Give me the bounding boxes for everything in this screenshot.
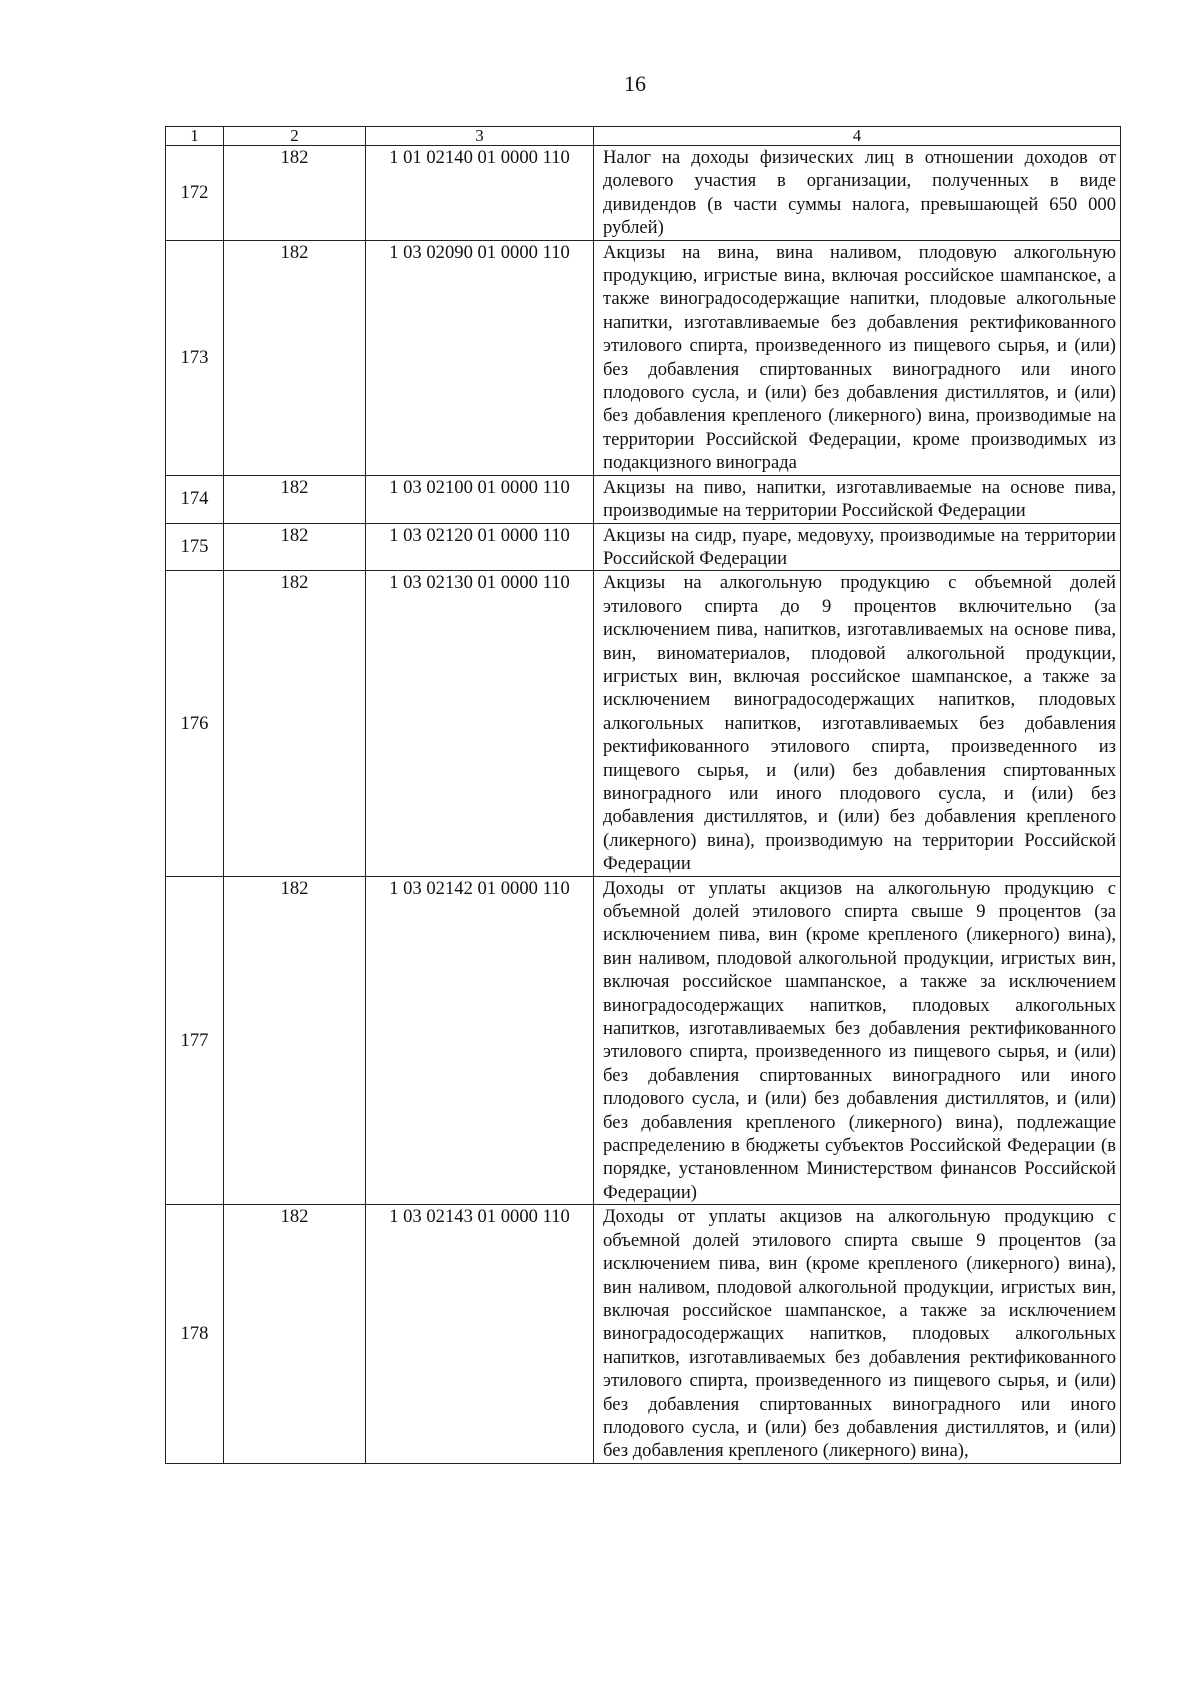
revenue-description: Акцизы на пиво, напитки, изготавливаемые на основе пива, производимые на территории Российской Федерации [594,475,1121,523]
header-col-2: 2 [224,127,366,146]
table-row [166,475,1121,523]
revenue-description: Акцизы на вина, вина наливом, плодовую алкогольную продукцию, игристые вина, включая российское шампанское, а также виноградосодержащие напитки, плодовые алкогольные напитки, изготавливаемые без добавления ректификованного этилового спирта, произведенного из пищевого сырья, и (или) без добавления спиртованных виноградного или иного плодового сусла, и (или) без добавления дистиллятов, и (или) без добавления крепленого (ликерного) вина, производимые на территории Российской Федерации, кроме производимых из подакцизного винограда [594,240,1121,475]
table-row [166,571,1121,876]
budget-classification-code: 1 03 02143 01 0000 110 [366,1205,594,1463]
revenue-description: Доходы от уплаты акцизов на алкогольную продукцию с объемной долей этилового спирта свыше 9 процентов (за исключением пива, вин (кроме крепленого (ликерного) вина), вин наливом, плодовой алкогольной продукции, игристых вин, включая российское шампанское, а также за исключением виноградосодержащих напитков, плодовых алкогольных напитков, изготавливаемых без добавления ректификованного этилового спирта, произведенного из пищевого сырья, и (или) без добавления спиртованных виноградного или иного плодового сусла, и (или) без добавления дистиллятов, и (или) без добавления крепленого (ликерного) вина), подлежащие распределению в бюджеты субъектов Российской Федерации (в порядке, установленном Министерством финансов Российской Федерации) [594,876,1121,1205]
row-number: 178 [166,1205,224,1463]
table-row [166,523,1121,571]
budget-classification-code: 1 03 02090 01 0000 110 [366,240,594,475]
row-number: 177 [166,876,224,1205]
table-row [166,146,1121,241]
revenue-codes-table [165,126,1121,1464]
row-number: 173 [166,240,224,475]
table-row [166,876,1121,1205]
table-row [166,1205,1121,1463]
administrator-code: 182 [224,1205,366,1463]
table-row [166,240,1121,475]
revenue-description: Акцизы на сидр, пуаре, медовуху, производимые на территории Российской Федерации [594,523,1121,571]
budget-classification-code: 1 01 02140 01 0000 110 [366,146,594,241]
row-number: 172 [166,146,224,241]
administrator-code: 182 [224,571,366,876]
header-col-1: 1 [166,127,224,146]
budget-classification-code: 1 03 02120 01 0000 110 [366,523,594,571]
budget-classification-code: 1 03 02130 01 0000 110 [366,571,594,876]
page-number: 16 [624,71,646,96]
row-number: 175 [166,523,224,571]
revenue-description: Налог на доходы физических лиц в отношении доходов от долевого участия в организации, полученных в виде дивидендов (в части суммы налога, превышающей 650 000 рублей) [594,146,1121,241]
table-header-row [166,127,1121,146]
row-number: 174 [166,475,224,523]
administrator-code: 182 [224,475,366,523]
row-number: 176 [166,571,224,876]
administrator-code: 182 [224,240,366,475]
revenue-description: Доходы от уплаты акцизов на алкогольную продукцию с объемной долей этилового спирта свыше 9 процентов (за исключением пива, вин (кроме крепленого (ликерного) вина), вин наливом, плодовой алкогольной продукции, игристых вин, включая российское шампанское, а также за исключением виноградосодержащих напитков, плодовых алкогольных напитков, изготавливаемых без добавления ректификованного этилового спирта, произведенного из пищевого сырья, и (или) без добавления спиртованных виноградного или иного плодового сусла, и (или) без добавления дистиллятов, и (или) без добавления крепленого (ликерного) вина), [594,1205,1121,1463]
budget-classification-code: 1 03 02142 01 0000 110 [366,876,594,1205]
revenue-description: Акцизы на алкогольную продукцию с объемной долей этилового спирта до 9 процентов включительно (за исключением пива, напитков, изготавливаемых на основе пива, вин, виноматериалов, плодовой алкогольной продукции, игристых вин, включая российское шампанское, а также за исключением виноградосодержащих напитков, плодовых алкогольных напитков, изготавливаемых без добавления ректификованного этилового спирта, произведенного из пищевого сырья, и (или) без добавления спиртованных виноградного или иного плодового сусла, и (или) без добавления дистиллятов, и (или) без добавления крепленого (ликерного) вина), производимую на территории Российской Федерации [594,571,1121,876]
administrator-code: 182 [224,146,366,241]
administrator-code: 182 [224,523,366,571]
budget-classification-code: 1 03 02100 01 0000 110 [366,475,594,523]
header-col-3: 3 [366,127,594,146]
header-col-4: 4 [594,127,1121,146]
administrator-code: 182 [224,876,366,1205]
